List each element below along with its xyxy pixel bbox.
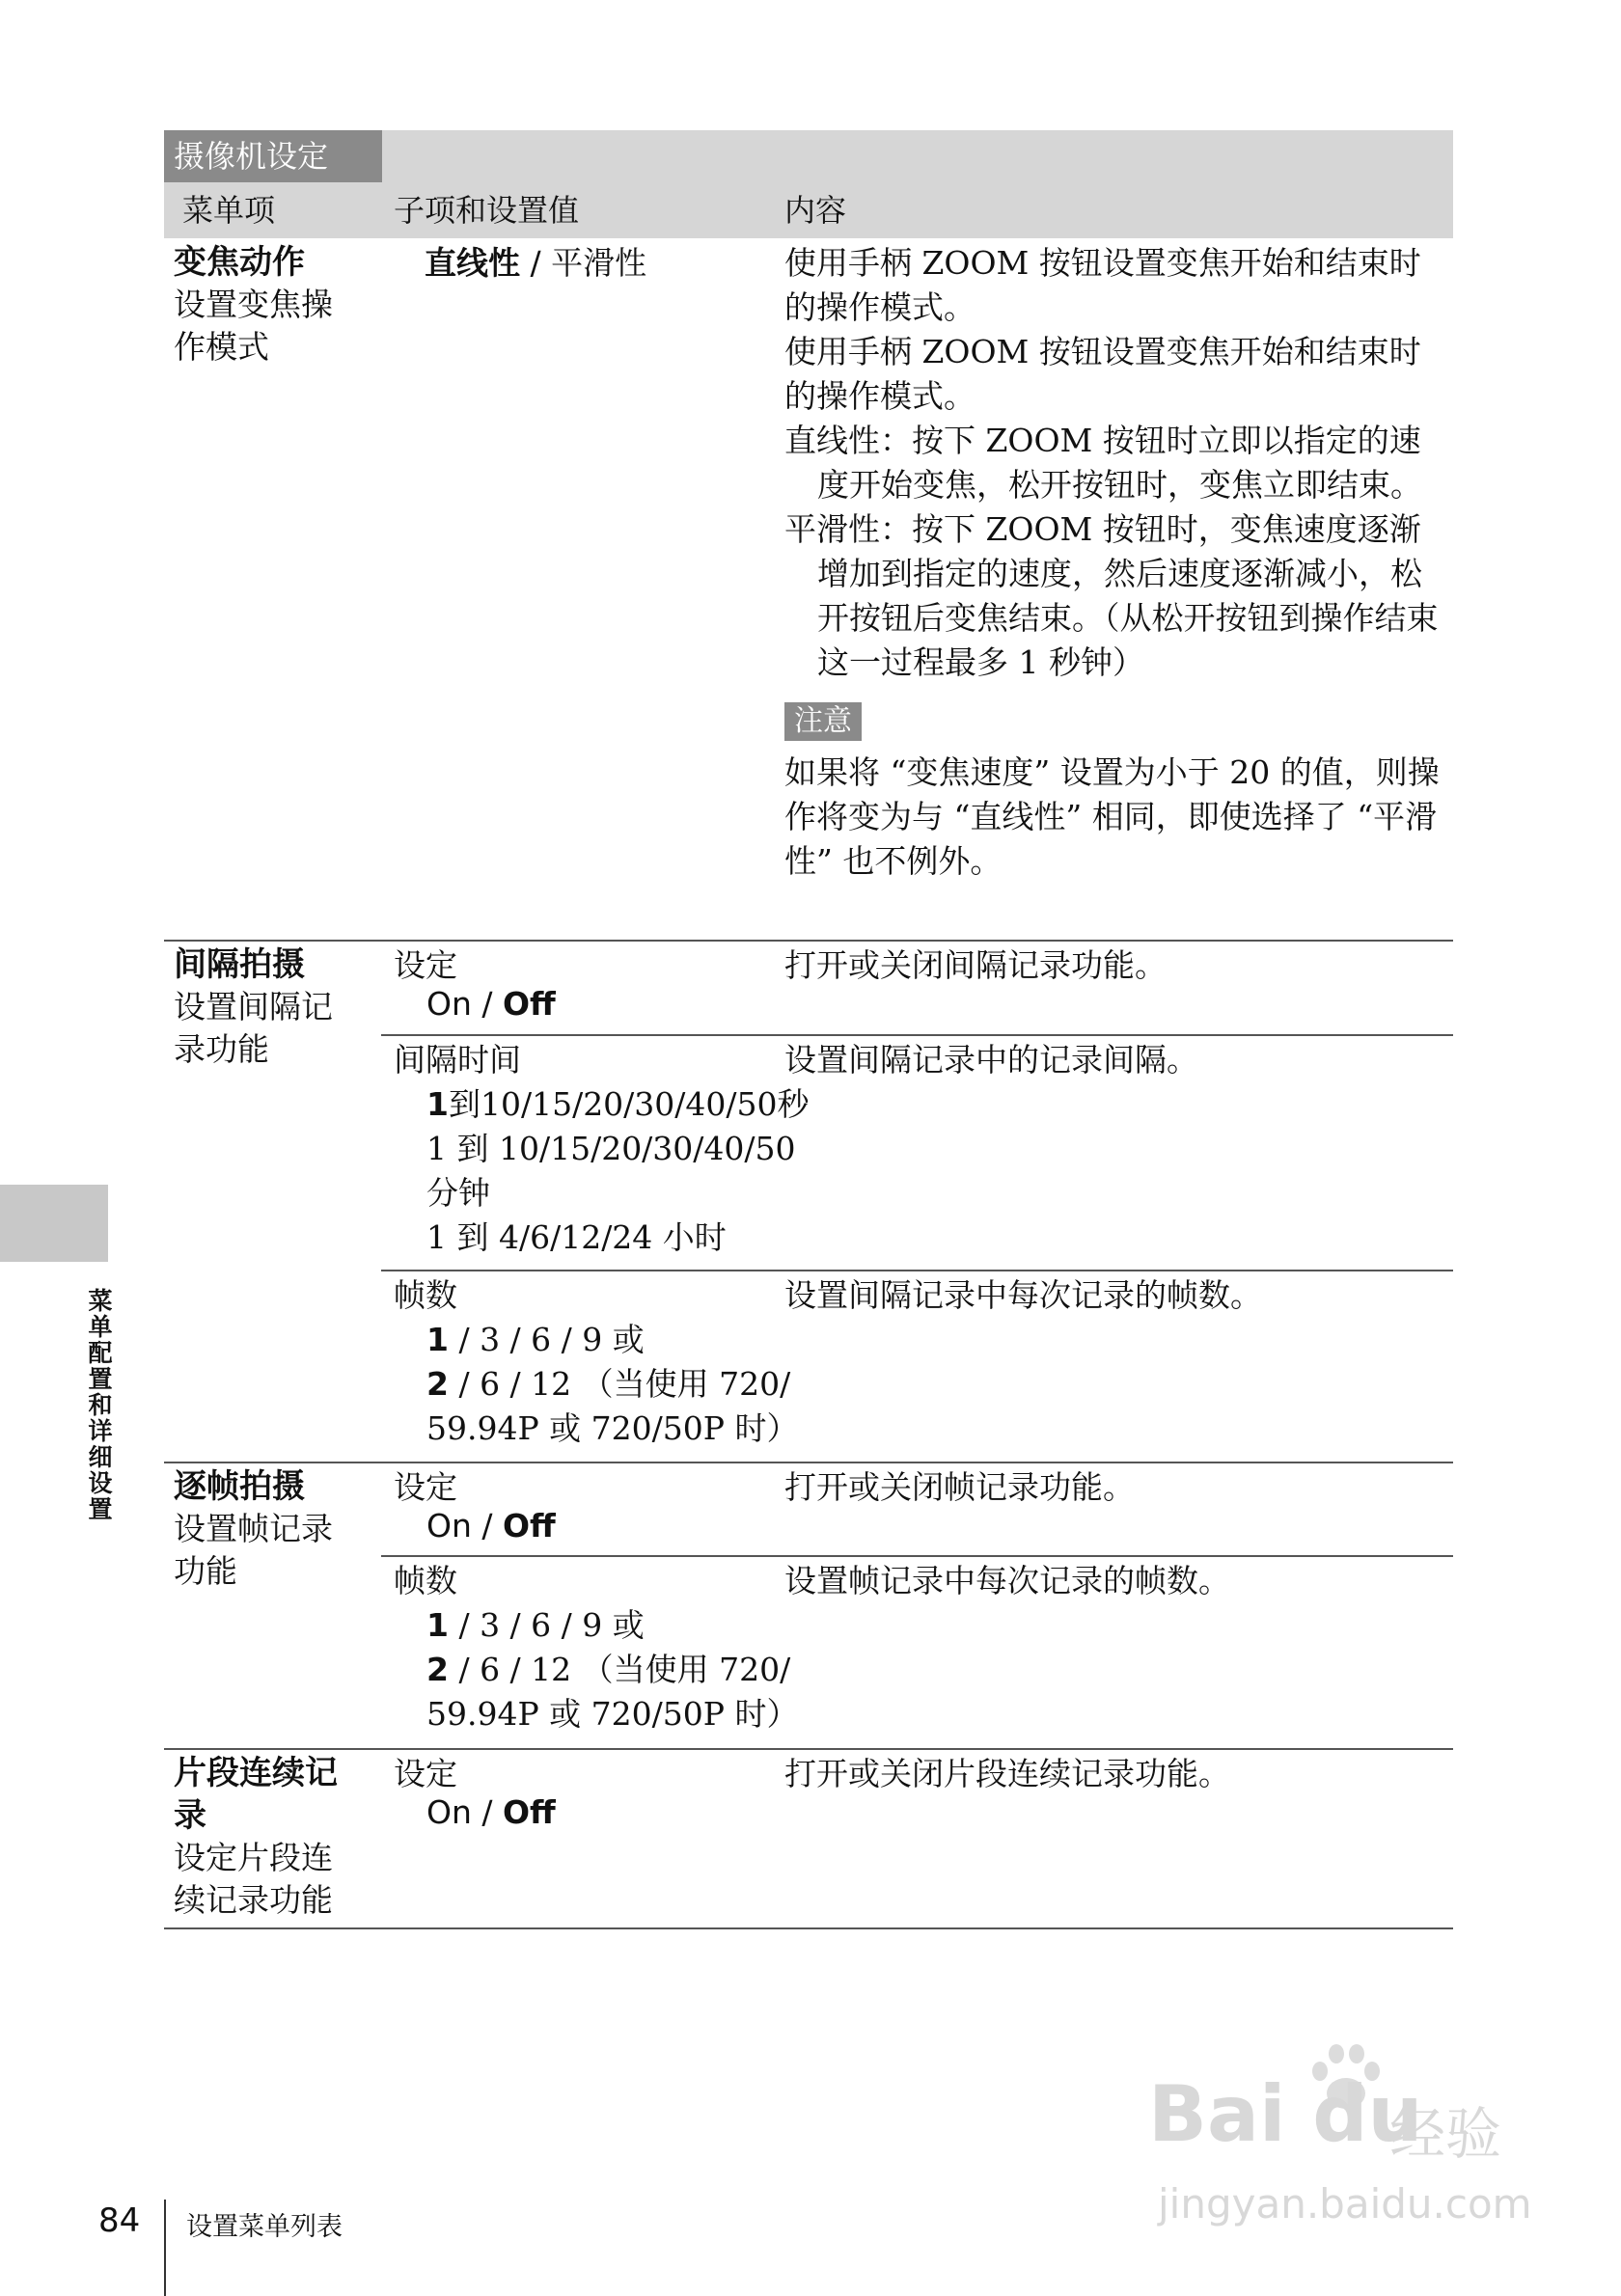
row-divider (164, 1462, 1453, 1463)
interval-time-values: 间隔时间 1到10/15/20/30/40/50秒 1 到 10/15/20/30/40/50 分钟 1 到 4/6/12/24 小时 (394, 1041, 810, 1256)
sub-row-divider (381, 1270, 1453, 1271)
table-subrow-interval-time (164, 1038, 1453, 1270)
sub-row-divider (381, 1034, 1453, 1036)
table-row-zoom (164, 241, 1453, 938)
chapter-tab-label: 菜单配置和详细设置 (85, 1288, 113, 1522)
setting-on-off: 设定 On / Off (394, 946, 556, 1023)
table-subrow-interval-frames (164, 1273, 1453, 1457)
menu-item-name: 间隔拍摄 (174, 945, 305, 984)
content-description: 设置帧记录中每次记录的帧数。 (784, 1562, 1230, 1599)
column-header-menu-item: 菜单项 (182, 192, 276, 229)
menu-item-name: 片段连续记 录 (174, 1754, 338, 1835)
frame-count-values: 帧数 1 / 3 / 6 / 9 或 2 / 6 / 12 （当使用 720/ 59.94P 或 720/50P 时） (394, 1276, 799, 1447)
watermark-logo: Bai du (1148, 2069, 1423, 2159)
setting-values: 直线性 / 平滑性 (425, 244, 647, 282)
section-title: 摄像机设定 (164, 130, 382, 182)
content-description: 使用手柄 ZOOM 按钮设置变焦开始和结束时的操作模式。 使用手柄 ZOOM 按钮设置变焦开始和结束时的操作模式。 直线性：按下 ZOOM 按钮时立即以指定的速度开始变焦，松开按钮时，变焦立即结束。 平滑性：按下 ZOOM 按钮时，变焦速度逐渐增加到指定的速度，然后速度逐渐减小，松开按钮后变焦结束。（从松开按钮到操作结束这一过程最多 1 秒钟） 注意 如果将 “变焦速度” 设置为小于 20 的值，则操作将变为与 “直线性” 相同，即使选择了 “平滑性” 也不例外。 (784, 241, 1450, 884)
content-description: 设置间隔记录中的记录间隔。 (784, 1041, 1198, 1079)
footer-divider (164, 2200, 166, 2296)
row-divider (164, 940, 1453, 942)
row-divider (164, 1927, 1453, 1929)
content-description: 设置间隔记录中每次记录的帧数。 (784, 1276, 1262, 1314)
note-text: 如果将 “变焦速度” 设置为小于 20 的值，则操作将变为与 “直线性” 相同，即使选择了 “平滑性” 也不例外。 (784, 753, 1440, 880)
menu-item-desc: 设置变焦操 作模式 (174, 286, 333, 366)
row-divider (164, 1748, 1453, 1750)
table-row-clip-continuous (164, 1752, 1453, 1926)
setting-on-off: 设定 On / Off (394, 1468, 556, 1544)
chapter-tab (0, 1185, 108, 1262)
content-description: 打开或关闭片段连续记录功能。 (784, 1755, 1230, 1792)
table-header (164, 130, 1453, 238)
sub-row-divider (381, 1555, 1453, 1557)
menu-item-desc: 设定片段连 续记录功能 (174, 1839, 333, 1919)
column-header-content: 内容 (784, 192, 847, 229)
page-number: 84 (98, 2201, 141, 2240)
watermark-url: jingyan.baidu.com (1158, 2180, 1532, 2228)
menu-item-name: 逐帧拍摄 (174, 1467, 305, 1506)
watermark-label: 经验 (1389, 2101, 1502, 2167)
note-badge: 注意 (784, 702, 862, 741)
baidu-watermark (1148, 2050, 1534, 2243)
content-description: 打开或关闭帧记录功能。 (784, 1468, 1135, 1506)
setting-on-off: 设定 On / Off (394, 1755, 556, 1831)
menu-item-name: 变焦动作 (174, 243, 305, 282)
footer-title: 设置菜单列表 (186, 2212, 343, 2242)
frame-count-values: 帧数 1 / 3 / 6 / 9 或 2 / 6 / 12 （当使用 720/ 59.94P 或 720/50P 时） (394, 1562, 799, 1733)
menu-item-desc: 设置间隔记 录功能 (174, 988, 333, 1068)
column-header-subitem: 子项和设置值 (394, 192, 580, 229)
menu-item-desc: 设置帧记录 功能 (174, 1510, 333, 1590)
content-description: 打开或关闭间隔记录功能。 (784, 946, 1167, 984)
table-subrow-frame-rec-frames (164, 1559, 1453, 1742)
